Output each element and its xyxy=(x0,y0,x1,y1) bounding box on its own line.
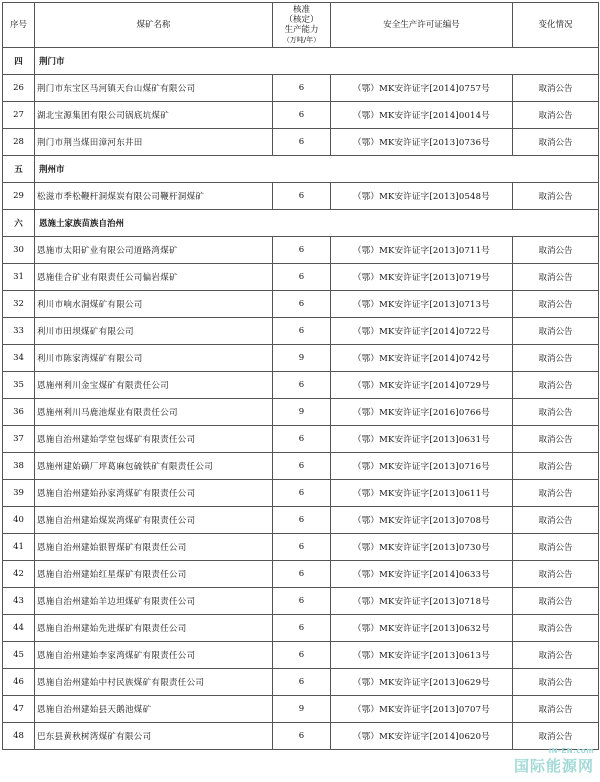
change-status: 取消公告 xyxy=(513,399,599,426)
capacity-value: 6 xyxy=(273,588,331,615)
row-num: 31 xyxy=(3,264,35,291)
row-num: 27 xyxy=(3,102,35,129)
header-capacity-line2: （核定） xyxy=(284,15,319,25)
row-num: 33 xyxy=(3,318,35,345)
table-row xyxy=(3,642,599,669)
change-status: 取消公告 xyxy=(513,507,599,534)
table-row xyxy=(3,291,599,318)
mine-name: 恩施市太阳矿业有限公司道路湾煤矿 xyxy=(35,237,273,264)
capacity-value: 6 xyxy=(273,723,331,750)
row-num: 29 xyxy=(3,183,35,210)
row-num: 47 xyxy=(3,696,35,723)
mine-name: 巴东县黄秋树湾煤矿有限公司 xyxy=(35,723,273,750)
mine-name: 恩施州利川金宝煤矿有限责任公司 xyxy=(35,372,273,399)
header-capacity xyxy=(273,3,331,48)
table-row xyxy=(3,669,599,696)
section-row xyxy=(3,210,599,237)
capacity-value: 6 xyxy=(273,237,331,264)
header-change: 变化情况 xyxy=(513,3,599,48)
table-row xyxy=(3,183,599,210)
mine-name: 恩施佳合矿业有限责任公司偏岩煤矿 xyxy=(35,264,273,291)
license-number: （鄂）MK安许证字[2014]0620号 xyxy=(331,723,513,750)
capacity-value: 9 xyxy=(273,345,331,372)
change-status: 取消公告 xyxy=(513,723,599,750)
change-status: 取消公告 xyxy=(513,318,599,345)
table-header-row xyxy=(3,3,599,48)
change-status: 取消公告 xyxy=(513,696,599,723)
row-num: 28 xyxy=(3,129,35,156)
row-num: 40 xyxy=(3,507,35,534)
header-capacity-line3: 生产能力 xyxy=(284,25,319,35)
table-row xyxy=(3,723,599,750)
capacity-value: 6 xyxy=(273,534,331,561)
license-number: （鄂）MK安许证字[2013]0730号 xyxy=(331,534,513,561)
license-number: （鄂）MK安许证字[2014]0729号 xyxy=(331,372,513,399)
row-num: 45 xyxy=(3,642,35,669)
header-capacity-line4: （万吨/年） xyxy=(282,36,321,44)
header-name: 煤矿名称 xyxy=(35,3,273,48)
mine-name: 湖北宝源集团有限公司锅底坑煤矿 xyxy=(35,102,273,129)
license-number: （鄂）MK安许证字[2013]0632号 xyxy=(331,615,513,642)
capacity-value: 9 xyxy=(273,696,331,723)
row-num: 36 xyxy=(3,399,35,426)
capacity-value: 6 xyxy=(273,507,331,534)
row-num: 44 xyxy=(3,615,35,642)
table-row xyxy=(3,102,599,129)
table-row xyxy=(3,696,599,723)
license-number: （鄂）MK安许证字[2016]0766号 xyxy=(331,399,513,426)
capacity-value: 6 xyxy=(273,102,331,129)
row-num: 35 xyxy=(3,372,35,399)
change-status: 取消公告 xyxy=(513,237,599,264)
mine-name: 恩施自治州建始中村民族煤矿有限责任公司 xyxy=(35,669,273,696)
mine-name: 利川市响水洞煤矿有限公司 xyxy=(35,291,273,318)
change-status: 取消公告 xyxy=(513,642,599,669)
mine-name: 恩施自治州建始学堂包煤矿有限责任公司 xyxy=(35,426,273,453)
capacity-value: 6 xyxy=(273,669,331,696)
row-num: 43 xyxy=(3,588,35,615)
section-title: 荆州市 xyxy=(35,156,599,183)
license-number: （鄂）MK安许证字[2013]0631号 xyxy=(331,426,513,453)
table-row xyxy=(3,399,599,426)
capacity-value: 6 xyxy=(273,453,331,480)
row-num: 41 xyxy=(3,534,35,561)
mine-name: 恩施自治州建始银智煤矿有限责任公司 xyxy=(35,534,273,561)
license-number: （鄂）MK安许证字[2013]0719号 xyxy=(331,264,513,291)
header-capacity-line1: 核准 xyxy=(292,5,310,15)
table-row xyxy=(3,453,599,480)
change-status: 取消公告 xyxy=(513,345,599,372)
row-num: 42 xyxy=(3,561,35,588)
change-status: 取消公告 xyxy=(513,480,599,507)
table-row xyxy=(3,561,599,588)
change-status: 取消公告 xyxy=(513,561,599,588)
mine-name: 恩施自治州建始李家湾煤矿有限责任公司 xyxy=(35,642,273,669)
table-row xyxy=(3,480,599,507)
section-title: 恩施土家族苗族自治州 xyxy=(35,210,599,237)
change-status: 取消公告 xyxy=(513,669,599,696)
capacity-value: 6 xyxy=(273,318,331,345)
license-number: （鄂）MK安许证字[2013]0611号 xyxy=(331,480,513,507)
watermark-site: IN-EN.com xyxy=(548,747,594,755)
change-status: 取消公告 xyxy=(513,426,599,453)
mine-name: 恩施州建始磺厂坪葛麻包硫铁矿有限责任公司 xyxy=(35,453,273,480)
mine-name: 恩施自治州建始先进煤矿有限责任公司 xyxy=(35,615,273,642)
change-status: 取消公告 xyxy=(513,588,599,615)
table-row xyxy=(3,588,599,615)
mine-name: 利川市陈家湾煤矿有限公司 xyxy=(35,345,273,372)
license-number: （鄂）MK安许证字[2014]0742号 xyxy=(331,345,513,372)
table-row xyxy=(3,129,599,156)
change-status: 取消公告 xyxy=(513,615,599,642)
table-row xyxy=(3,534,599,561)
section-num: 六 xyxy=(3,210,35,237)
license-number: （鄂）MK安许证字[2013]0548号 xyxy=(331,183,513,210)
mine-name: 荆门市东宝区马河镇天台山煤矿有限公司 xyxy=(35,75,273,102)
header-num: 序号 xyxy=(3,3,35,48)
mine-name: 恩施自治州建始孙家湾煤矿有限责任公司 xyxy=(35,480,273,507)
change-status: 取消公告 xyxy=(513,291,599,318)
row-num: 32 xyxy=(3,291,35,318)
table-row xyxy=(3,372,599,399)
capacity-value: 6 xyxy=(273,642,331,669)
row-num: 30 xyxy=(3,237,35,264)
table-row xyxy=(3,345,599,372)
section-num: 四 xyxy=(3,48,35,75)
row-num: 26 xyxy=(3,75,35,102)
capacity-value: 6 xyxy=(273,129,331,156)
mine-name: 恩施州利川马鹿池煤业有限责任公司 xyxy=(35,399,273,426)
header-license: 安全生产许可证编号 xyxy=(331,3,513,48)
section-row xyxy=(3,48,599,75)
change-status: 取消公告 xyxy=(513,75,599,102)
change-status: 取消公告 xyxy=(513,129,599,156)
change-status: 取消公告 xyxy=(513,102,599,129)
license-number: （鄂）MK安许证字[2013]0613号 xyxy=(331,642,513,669)
capacity-value: 6 xyxy=(273,561,331,588)
mine-name: 恩施自治州建始羊边坦煤矿有限责任公司 xyxy=(35,588,273,615)
mine-name: 恩施自治州建始县天鹅池煤矿 xyxy=(35,696,273,723)
mine-name: 恩施自治州建始红星煤矿有限责任公司 xyxy=(35,561,273,588)
license-number: （鄂）MK安许证字[2013]0629号 xyxy=(331,669,513,696)
change-status: 取消公告 xyxy=(513,453,599,480)
capacity-value: 6 xyxy=(273,183,331,210)
table-row xyxy=(3,615,599,642)
table-row xyxy=(3,75,599,102)
capacity-value: 6 xyxy=(273,264,331,291)
license-number: （鄂）MK安许证字[2014]0014号 xyxy=(331,102,513,129)
license-number: （鄂）MK安许证字[2014]0757号 xyxy=(331,75,513,102)
mine-name: 恩施自治州建始煤炭湾煤矿有限责任公司 xyxy=(35,507,273,534)
row-num: 37 xyxy=(3,426,35,453)
capacity-value: 6 xyxy=(273,75,331,102)
change-status: 取消公告 xyxy=(513,372,599,399)
table-row xyxy=(3,237,599,264)
capacity-value: 6 xyxy=(273,291,331,318)
watermark-name: 国际能源网 xyxy=(513,757,594,775)
capacity-value: 6 xyxy=(273,426,331,453)
license-number: （鄂）MK安许证字[2014]0722号 xyxy=(331,318,513,345)
row-num: 39 xyxy=(3,480,35,507)
row-num: 34 xyxy=(3,345,35,372)
table-row xyxy=(3,426,599,453)
mine-name: 荆门市荆当煤田漳河东井田 xyxy=(35,129,273,156)
table-row xyxy=(3,264,599,291)
section-title: 荆门市 xyxy=(35,48,599,75)
row-num: 48 xyxy=(3,723,35,750)
capacity-value: 6 xyxy=(273,615,331,642)
license-number: （鄂）MK安许证字[2013]0718号 xyxy=(331,588,513,615)
capacity-value: 6 xyxy=(273,372,331,399)
table-row xyxy=(3,507,599,534)
row-num: 38 xyxy=(3,453,35,480)
capacity-value: 9 xyxy=(273,399,331,426)
table-body xyxy=(3,48,599,750)
license-number: （鄂）MK安许证字[2014]0633号 xyxy=(331,561,513,588)
license-number: （鄂）MK安许证字[2013]0707号 xyxy=(331,696,513,723)
change-status: 取消公告 xyxy=(513,534,599,561)
license-number: （鄂）MK安许证字[2013]0736号 xyxy=(331,129,513,156)
change-status: 取消公告 xyxy=(513,183,599,210)
license-number: （鄂）MK安许证字[2013]0708号 xyxy=(331,507,513,534)
watermark-logo xyxy=(514,747,594,776)
table-row xyxy=(3,318,599,345)
capacity-value: 6 xyxy=(273,480,331,507)
coal-mine-table xyxy=(2,2,599,750)
section-row xyxy=(3,156,599,183)
row-num: 46 xyxy=(3,669,35,696)
license-number: （鄂）MK安许证字[2013]0716号 xyxy=(331,453,513,480)
mine-name: 松滋市季松鞭杆洞煤炭有限公司鞭杆洞煤矿 xyxy=(35,183,273,210)
license-number: （鄂）MK安许证字[2013]0711号 xyxy=(331,237,513,264)
mine-name: 利川市田坝煤矿有限公司 xyxy=(35,318,273,345)
section-num: 五 xyxy=(3,156,35,183)
license-number: （鄂）MK安许证字[2013]0713号 xyxy=(331,291,513,318)
change-status: 取消公告 xyxy=(513,264,599,291)
